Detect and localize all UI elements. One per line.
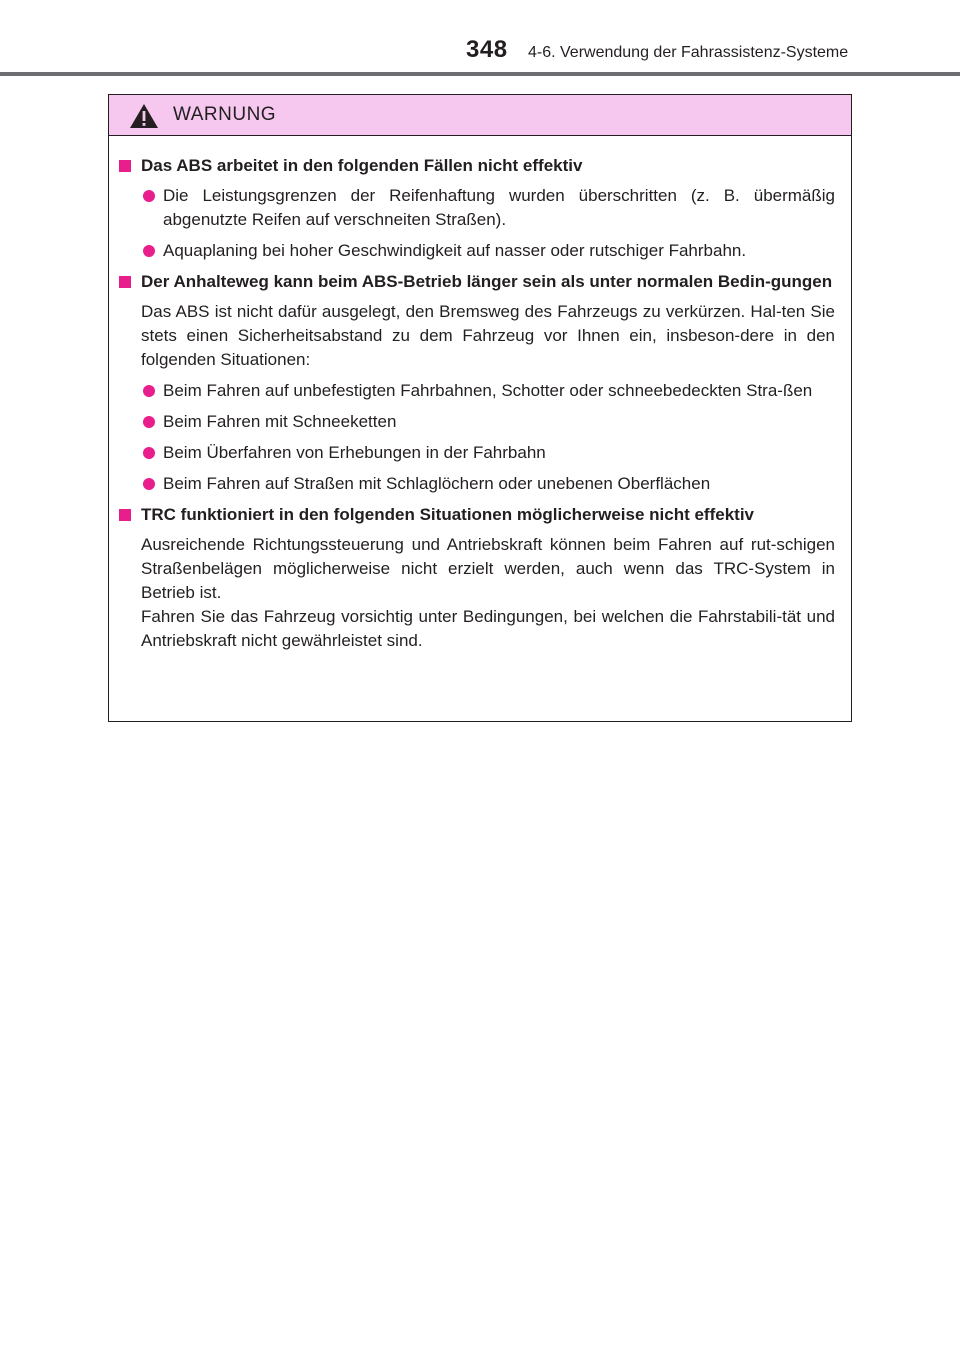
dot-bullet-icon bbox=[143, 447, 155, 459]
page-number: 348 bbox=[466, 36, 508, 63]
section-title: 4-6. Verwendung der Fahrassistenz-Systeme bbox=[528, 44, 849, 61]
list-item: Beim Fahren mit Schneeketten bbox=[119, 410, 835, 434]
section-heading: TRC funktioniert in den folgenden Situationen möglicherweise nicht effektiv bbox=[119, 503, 835, 527]
list-item: Beim Fahren auf Straßen mit Schlaglöchern oder unebenen Oberflächen bbox=[119, 472, 835, 496]
dot-bullet-icon bbox=[143, 478, 155, 490]
section-heading: Der Anhalteweg kann beim ABS-Betrieb länger sein als unter normalen Bedin-gungen bbox=[119, 270, 835, 294]
header-rule bbox=[0, 72, 960, 76]
dot-bullet-icon bbox=[143, 416, 155, 428]
square-bullet-icon bbox=[119, 276, 131, 288]
warning-box bbox=[108, 94, 852, 722]
list-item: Beim Fahren auf unbefestigten Fahrbahnen, Schotter oder schneebedeckten Stra-ßen bbox=[119, 379, 835, 403]
section-heading: Das ABS arbeitet in den folgenden Fällen nicht effektiv bbox=[119, 154, 835, 178]
square-bullet-icon bbox=[119, 160, 131, 172]
page-header bbox=[0, 0, 960, 80]
square-bullet-icon bbox=[119, 509, 131, 521]
paragraph: Das ABS ist nicht dafür ausgelegt, den Bremsweg des Fahrzeugs zu verkürzen. Hal-ten Sie stets einen Sicherheitsabstand zu dem Fahrzeug vor Ihnen ein, insbeson-dere in den folgenden Situationen: bbox=[141, 302, 835, 369]
list-item: Beim Überfahren von Erhebungen in der Fahrbahn bbox=[119, 441, 835, 465]
paragraph: Fahren Sie das Fahrzeug vorsichtig unter Bedingungen, bei welchen die Fahrstabili-tät und Antriebskraft nicht gewährleistet sind. bbox=[141, 607, 835, 650]
warning-body bbox=[109, 136, 851, 653]
dot-bullet-icon bbox=[143, 190, 155, 202]
warning-header bbox=[109, 95, 851, 136]
list-item: Die Leistungsgrenzen der Reifenhaftung wurden überschritten (z. B. übermäßig abgenutzte Reifen auf verschneiten Straßen). bbox=[119, 184, 835, 232]
paragraph: Ausreichende Richtungssteuerung und Antriebskraft können beim Fahren auf rut-schigen Straßenbelägen möglicherweise nicht erzielt werden, auch wenn das TRC-System in Betrieb ist. bbox=[141, 535, 835, 602]
list-item: Aquaplaning bei hoher Geschwindigkeit auf nasser oder rutschiger Fahrbahn. bbox=[119, 239, 835, 263]
dot-bullet-icon bbox=[143, 385, 155, 397]
warning-triangle-icon bbox=[129, 103, 159, 129]
dot-bullet-icon bbox=[143, 245, 155, 257]
warning-title: WARNUNG bbox=[173, 104, 277, 125]
